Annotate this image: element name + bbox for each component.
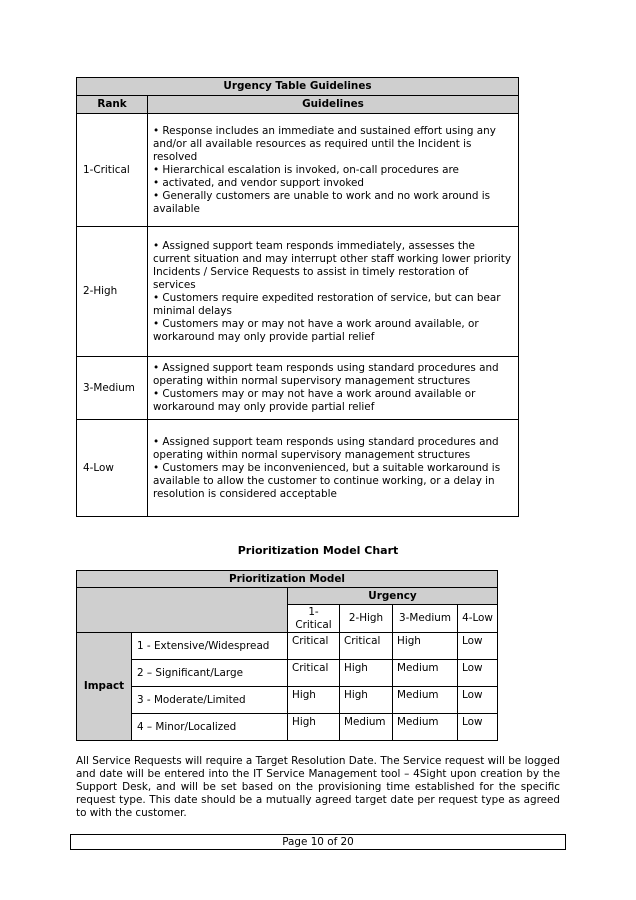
priority-cell: Low xyxy=(458,633,498,660)
body-paragraph: All Service Requests will require a Target Resolution Date. The Service request will be logged and date will be entered into the IT Service Management tool – 4Sight upon creation by the Support Desk, and will be set based on the provisioning time established for the specific request type. This date should be a mutually agreed target date per request type as agreed to with the customer. xyxy=(76,755,560,819)
rank-header: Rank xyxy=(77,96,148,114)
guideline-bullet: • Customers may be inconvenienced, but a suitable workaround is available to allow the customer to continue working, or a delay in resolution is considered acceptable xyxy=(153,461,501,500)
priority-cell: Medium xyxy=(393,687,458,714)
guidelines-cell xyxy=(148,227,519,357)
rank-cell: 1-Critical xyxy=(77,114,148,227)
table-row xyxy=(77,633,498,660)
prioritization-table-title: Prioritization Model xyxy=(77,571,498,588)
guideline-bullet: • Assigned support team responds immediately, assesses the current situation and may interrupt other staff working lower priority Incidents / Service Requests to assist in timely restoration of services xyxy=(153,239,511,291)
guideline-bullet: • Response includes an immediate and sustained effort using any and/or all available resources as required until the Incident is resolved xyxy=(153,124,496,163)
guideline-bullet: • Hierarchical escalation is invoked, on-call procedures are xyxy=(153,163,459,176)
guideline-bullet: • activated, and vendor support invoked xyxy=(153,176,364,189)
prioritization-table xyxy=(76,570,498,741)
table-row xyxy=(77,114,519,227)
corner-cell xyxy=(77,588,288,633)
priority-cell: High xyxy=(393,633,458,660)
impact-level-label: 2 – Significant/Large xyxy=(132,660,288,687)
rank-cell: 4-Low xyxy=(77,420,148,517)
table-row xyxy=(77,420,519,517)
urgency-table-title: Urgency Table Guidelines xyxy=(77,78,519,96)
priority-cell: High xyxy=(288,714,340,741)
priority-cell: High xyxy=(288,687,340,714)
priority-cell: High xyxy=(340,660,393,687)
priority-cell: Low xyxy=(458,660,498,687)
section-title: Prioritization Model Chart xyxy=(237,544,399,557)
guidelines-cell xyxy=(148,420,519,517)
priority-cell: Low xyxy=(458,714,498,741)
impact-level-label: 4 – Minor/Localized xyxy=(132,714,288,741)
guideline-bullet: • Customers require expedited restoration of service, but can bear minimal delays xyxy=(153,291,501,317)
priority-cell: Medium xyxy=(393,714,458,741)
urgency-level-header: 2-High xyxy=(340,605,393,633)
rank-cell: 3-Medium xyxy=(77,357,148,420)
table-row xyxy=(77,660,498,687)
guideline-bullet: • Generally customers are unable to work and no work around is available xyxy=(153,189,491,215)
guidelines-cell xyxy=(148,114,519,227)
rank-cell: 2-High xyxy=(77,227,148,357)
impact-level-label: 1 - Extensive/Widespread xyxy=(132,633,288,660)
table-row xyxy=(77,687,498,714)
table-row xyxy=(77,714,498,741)
guideline-bullet: • Assigned support team responds using standard procedures and operating within normal supervisory management structures xyxy=(153,435,499,461)
impact-level-label: 3 - Moderate/Limited xyxy=(132,687,288,714)
table-row xyxy=(77,227,519,357)
guideline-bullet: • Customers may or may not have a work around available, or workaround may only provide partial relief xyxy=(153,317,479,343)
urgency-level-header: 3-Medium xyxy=(393,605,458,633)
priority-cell: Medium xyxy=(340,714,393,741)
guidelines-cell xyxy=(148,357,519,420)
urgency-table xyxy=(76,77,519,517)
guidelines-header: Guidelines xyxy=(148,96,519,114)
priority-cell: High xyxy=(340,687,393,714)
urgency-level-header: 4-Low xyxy=(458,605,498,633)
table-row xyxy=(77,357,519,420)
page-footer: Page 10 of 20 xyxy=(70,834,566,850)
priority-cell: Critical xyxy=(288,633,340,660)
priority-cell: Critical xyxy=(288,660,340,687)
urgency-level-header: 1-Critical xyxy=(288,605,340,633)
guideline-bullet: • Customers may or may not have a work around available or workaround may only provide partial relief xyxy=(153,388,476,413)
impact-header: Impact xyxy=(77,633,132,741)
urgency-header: Urgency xyxy=(288,588,498,605)
priority-cell: Critical xyxy=(340,633,393,660)
priority-cell: Medium xyxy=(393,660,458,687)
priority-cell: Low xyxy=(458,687,498,714)
guideline-bullet: • Assigned support team responds using standard procedures and operating within normal supervisory management structures xyxy=(153,362,499,387)
